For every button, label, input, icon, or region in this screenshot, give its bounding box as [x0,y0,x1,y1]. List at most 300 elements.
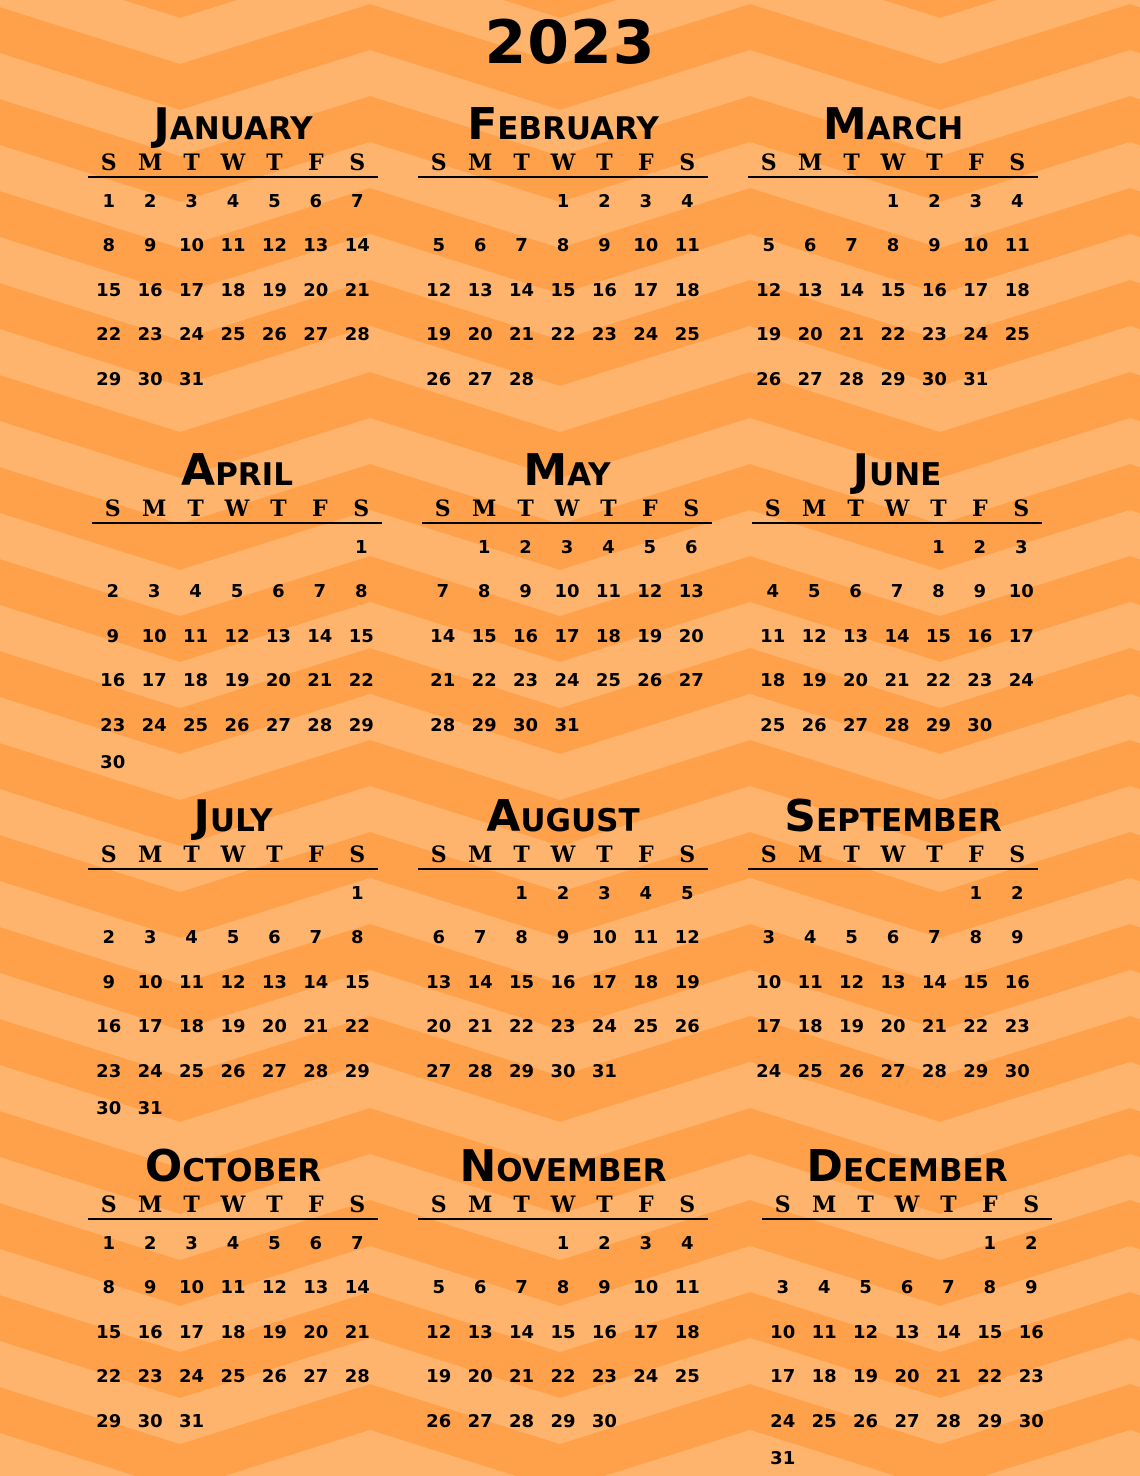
day-cell[interactable]: 23 [1018,1366,1044,1388]
day-cell[interactable]: 6 [849,581,862,603]
day-cell[interactable]: 19 [839,1016,865,1038]
day-cell[interactable]: 8 [886,235,900,257]
day-cell[interactable]: 29 [977,1410,1003,1432]
day-cell[interactable]: 28 [884,714,910,736]
day-cell[interactable]: 20 [467,1366,493,1388]
day-cell[interactable]: 18 [595,625,621,647]
day-cell[interactable]: 11 [633,927,659,949]
day-cell[interactable]: 11 [1004,235,1030,257]
day-cell[interactable]: 31 [179,1410,205,1432]
day-cell[interactable]: 7 [890,581,904,603]
day-cell[interactable]: 26 [839,1060,865,1082]
day-cell[interactable]: 4 [817,1277,831,1299]
day-cell[interactable]: 20 [894,1366,920,1388]
day-cell[interactable]: 7 [942,1277,955,1299]
day-cell[interactable]: 14 [839,279,865,301]
day-cell[interactable]: 1 [969,883,983,904]
day-cell[interactable]: 21 [509,324,535,346]
day-cell[interactable]: 14 [430,625,456,647]
day-cell[interactable]: 2 [143,191,157,212]
day-cell[interactable]: 5 [807,581,821,603]
day-cell[interactable]: 11 [179,971,205,993]
day-cell[interactable]: 9 [1010,927,1024,949]
day-cell[interactable]: 25 [179,1060,205,1082]
day-cell[interactable]: 15 [977,1321,1003,1343]
day-cell[interactable]: 25 [633,1016,659,1038]
day-cell[interactable]: 27 [261,1060,287,1082]
day-cell[interactable]: 10 [963,235,989,257]
day-cell[interactable]: 14 [509,1321,535,1343]
day-cell[interactable]: 27 [880,1060,906,1082]
day-cell[interactable]: 2 [1010,883,1024,904]
day-cell[interactable]: 30 [921,368,947,390]
day-cell[interactable]: 20 [880,1016,906,1038]
day-cell[interactable]: 6 [473,235,487,257]
day-cell[interactable]: 21 [307,670,333,692]
day-cell[interactable]: 11 [674,235,700,257]
day-cell[interactable]: 2 [1024,1233,1038,1254]
day-cell[interactable]: 5 [845,927,858,949]
day-cell[interactable]: 3 [185,191,198,212]
day-cell[interactable]: 8 [515,927,528,949]
day-cell[interactable]: 4 [803,927,817,949]
day-cell[interactable]: 2 [556,883,570,904]
day-cell[interactable]: 7 [515,1277,528,1299]
day-cell[interactable]: 10 [137,971,163,993]
day-cell[interactable]: 14 [935,1321,961,1343]
day-cell[interactable]: 1 [932,537,945,558]
day-cell[interactable]: 12 [853,1321,879,1343]
day-cell[interactable]: 6 [432,927,445,949]
day-cell[interactable]: 16 [591,1321,617,1343]
day-cell[interactable]: 24 [633,1366,659,1388]
day-cell[interactable]: 13 [880,971,906,993]
day-cell[interactable]: 16 [513,625,539,647]
day-cell[interactable]: 27 [303,324,329,346]
day-cell[interactable]: 21 [430,670,456,692]
day-cell[interactable]: 16 [137,279,163,301]
day-cell[interactable]: 28 [303,1060,329,1082]
day-cell[interactable]: 23 [137,1366,163,1388]
day-cell[interactable]: 19 [801,670,827,692]
day-cell[interactable]: 6 [473,1277,487,1299]
day-cell[interactable]: 3 [639,191,653,212]
day-cell[interactable]: 23 [921,324,947,346]
day-cell[interactable]: 9 [928,235,941,257]
day-cell[interactable]: 16 [1018,1321,1044,1343]
day-cell[interactable]: 27 [678,670,704,692]
day-cell[interactable]: 21 [303,1016,329,1038]
day-cell[interactable]: 8 [983,1277,997,1299]
day-cell[interactable]: 29 [344,1060,370,1082]
day-cell[interactable]: 1 [477,537,491,558]
day-cell[interactable]: 2 [106,581,119,603]
day-cell[interactable]: 28 [839,368,865,390]
day-cell[interactable]: 17 [179,1321,205,1343]
day-cell[interactable]: 27 [797,368,823,390]
day-cell[interactable]: 27 [843,714,869,736]
day-cell[interactable]: 9 [556,927,570,949]
day-cell[interactable]: 22 [471,670,497,692]
day-cell[interactable]: 30 [1018,1410,1044,1432]
day-cell[interactable]: 17 [591,971,617,993]
day-cell[interactable]: 16 [137,1321,163,1343]
day-cell[interactable]: 14 [884,625,910,647]
day-cell[interactable]: 27 [303,1366,329,1388]
day-cell[interactable]: 10 [633,1277,659,1299]
day-cell[interactable]: 28 [344,324,370,346]
day-cell[interactable]: 20 [678,625,704,647]
day-cell[interactable]: 2 [928,191,941,212]
day-cell[interactable]: 3 [185,1233,198,1254]
day-cell[interactable]: 12 [426,279,452,301]
day-cell[interactable]: 19 [220,1016,246,1038]
day-cell[interactable]: 19 [853,1366,879,1388]
day-cell[interactable]: 21 [467,1016,493,1038]
day-cell[interactable]: 28 [921,1060,947,1082]
day-cell[interactable]: 18 [797,1016,823,1038]
day-cell[interactable]: 17 [770,1366,796,1388]
day-cell[interactable]: 25 [674,324,700,346]
day-cell[interactable]: 18 [183,670,209,692]
day-cell[interactable]: 4 [226,191,240,212]
day-cell[interactable]: 15 [550,279,576,301]
day-cell[interactable]: 29 [963,1060,989,1082]
day-cell[interactable]: 8 [102,235,115,257]
day-cell[interactable]: 25 [220,324,246,346]
day-cell[interactable]: 20 [797,324,823,346]
day-cell[interactable]: 19 [637,625,663,647]
day-cell[interactable]: 1 [556,191,570,212]
day-cell[interactable]: 16 [96,1016,122,1038]
day-cell[interactable]: 9 [102,971,115,993]
day-cell[interactable]: 2 [102,927,115,949]
day-cell[interactable]: 27 [467,368,493,390]
day-cell[interactable]: 26 [426,368,452,390]
day-cell[interactable]: 30 [1004,1060,1030,1082]
day-cell[interactable]: 25 [811,1410,837,1432]
day-cell[interactable]: 25 [1004,324,1030,346]
day-cell[interactable]: 26 [220,1060,246,1082]
day-cell[interactable]: 13 [303,1277,329,1299]
day-cell[interactable]: 9 [973,581,987,603]
day-cell[interactable]: 29 [550,1410,576,1432]
day-cell[interactable]: 10 [1008,581,1034,603]
day-cell[interactable]: 21 [344,1321,370,1343]
day-cell[interactable]: 17 [141,670,167,692]
day-cell[interactable]: 3 [762,927,775,949]
day-cell[interactable]: 18 [760,670,786,692]
day-cell[interactable]: 14 [303,971,329,993]
day-cell[interactable]: 2 [143,1233,157,1254]
day-cell[interactable]: 19 [426,1366,452,1388]
day-cell[interactable]: 7 [313,581,327,603]
day-cell[interactable]: 14 [467,971,493,993]
day-cell[interactable]: 15 [509,971,535,993]
day-cell[interactable]: 20 [261,1016,287,1038]
day-cell[interactable]: 14 [344,235,370,257]
day-cell[interactable]: 26 [224,714,250,736]
day-cell[interactable]: 11 [797,971,823,993]
day-cell[interactable]: 24 [141,714,167,736]
day-cell[interactable]: 13 [303,235,329,257]
day-cell[interactable]: 4 [639,883,653,904]
day-cell[interactable]: 22 [977,1366,1003,1388]
day-cell[interactable]: 17 [633,279,659,301]
day-cell[interactable]: 24 [633,324,659,346]
day-cell[interactable]: 29 [471,714,497,736]
day-cell[interactable]: 8 [556,1277,570,1299]
day-cell[interactable]: 26 [801,714,827,736]
day-cell[interactable]: 9 [143,1277,157,1299]
day-cell[interactable]: 15 [471,625,497,647]
day-cell[interactable]: 11 [811,1321,837,1343]
day-cell[interactable]: 26 [261,324,287,346]
day-cell[interactable]: 11 [595,581,621,603]
day-cell[interactable]: 10 [554,581,580,603]
day-cell[interactable]: 7 [845,235,858,257]
day-cell[interactable]: 3 [560,537,574,558]
day-cell[interactable]: 10 [591,927,617,949]
day-cell[interactable]: 28 [467,1060,493,1082]
day-cell[interactable]: 25 [760,714,786,736]
day-cell[interactable]: 23 [1004,1016,1030,1038]
day-cell[interactable]: 5 [762,235,775,257]
day-cell[interactable]: 3 [1014,537,1028,558]
day-cell[interactable]: 4 [602,537,615,558]
day-cell[interactable]: 5 [268,1233,281,1254]
day-cell[interactable]: 18 [633,971,659,993]
day-cell[interactable]: 4 [766,581,779,603]
day-cell[interactable]: 31 [554,714,580,736]
day-cell[interactable]: 22 [348,670,374,692]
day-cell[interactable]: 21 [509,1366,535,1388]
day-cell[interactable]: 27 [467,1410,493,1432]
day-cell[interactable]: 13 [797,279,823,301]
day-cell[interactable]: 28 [307,714,333,736]
day-cell[interactable]: 3 [598,883,611,904]
day-cell[interactable]: 22 [96,324,122,346]
day-cell[interactable]: 3 [639,1233,653,1254]
day-cell[interactable]: 29 [96,1410,122,1432]
day-cell[interactable]: 6 [803,235,817,257]
day-cell[interactable]: 26 [756,368,782,390]
day-cell[interactable]: 28 [430,714,456,736]
day-cell[interactable]: 10 [756,971,782,993]
day-cell[interactable]: 17 [179,279,205,301]
day-cell[interactable]: 19 [224,670,250,692]
day-cell[interactable]: 3 [143,927,157,949]
day-cell[interactable]: 19 [261,279,287,301]
day-cell[interactable]: 7 [928,927,941,949]
day-cell[interactable]: 24 [179,324,205,346]
day-cell[interactable]: 12 [674,927,700,949]
day-cell[interactable]: 21 [344,279,370,301]
day-cell[interactable]: 30 [137,1410,163,1432]
day-cell[interactable]: 15 [96,1321,122,1343]
day-cell[interactable]: 2 [973,537,987,558]
day-cell[interactable]: 29 [925,714,951,736]
day-cell[interactable]: 15 [344,971,370,993]
day-cell[interactable]: 21 [884,670,910,692]
day-cell[interactable]: 20 [265,670,291,692]
day-cell[interactable]: 4 [185,927,198,949]
day-cell[interactable]: 13 [894,1321,920,1343]
day-cell[interactable]: 11 [220,1277,246,1299]
day-cell[interactable]: 22 [880,324,906,346]
day-cell[interactable]: 1 [102,1233,115,1254]
day-cell[interactable]: 2 [519,537,532,558]
day-cell[interactable]: 21 [935,1366,961,1388]
day-cell[interactable]: 19 [674,971,700,993]
day-cell[interactable]: 8 [477,581,491,603]
day-cell[interactable]: 30 [100,751,126,773]
day-cell[interactable]: 25 [797,1060,823,1082]
day-cell[interactable]: 24 [770,1410,796,1432]
day-cell[interactable]: 23 [96,1060,122,1082]
day-cell[interactable]: 31 [591,1060,617,1082]
day-cell[interactable]: 25 [674,1366,700,1388]
day-cell[interactable]: 8 [969,927,983,949]
day-cell[interactable]: 13 [265,625,291,647]
day-cell[interactable]: 11 [760,625,786,647]
day-cell[interactable]: 25 [595,670,621,692]
day-cell[interactable]: 13 [678,581,704,603]
day-cell[interactable]: 12 [261,235,287,257]
day-cell[interactable]: 23 [591,324,617,346]
day-cell[interactable]: 6 [309,191,323,212]
day-cell[interactable]: 23 [550,1016,576,1038]
day-cell[interactable]: 3 [776,1277,789,1299]
day-cell[interactable]: 14 [921,971,947,993]
day-cell[interactable]: 12 [426,1321,452,1343]
day-cell[interactable]: 24 [591,1016,617,1038]
day-cell[interactable]: 22 [96,1366,122,1388]
day-cell[interactable]: 10 [141,625,167,647]
day-cell[interactable]: 22 [550,324,576,346]
day-cell[interactable]: 7 [350,191,364,212]
day-cell[interactable]: 15 [550,1321,576,1343]
day-cell[interactable]: 19 [261,1321,287,1343]
day-cell[interactable]: 7 [515,235,528,257]
day-cell[interactable]: 28 [509,368,535,390]
day-cell[interactable]: 5 [268,191,281,212]
day-cell[interactable]: 14 [344,1277,370,1299]
day-cell[interactable]: 16 [1004,971,1030,993]
day-cell[interactable]: 4 [680,1233,694,1254]
day-cell[interactable]: 7 [309,927,323,949]
day-cell[interactable]: 29 [96,368,122,390]
day-cell[interactable]: 15 [96,279,122,301]
day-cell[interactable]: 16 [591,279,617,301]
day-cell[interactable]: 9 [598,1277,611,1299]
day-cell[interactable]: 13 [843,625,869,647]
day-cell[interactable]: 20 [426,1016,452,1038]
day-cell[interactable]: 1 [983,1233,997,1254]
day-cell[interactable]: 12 [756,279,782,301]
day-cell[interactable]: 9 [143,235,157,257]
day-cell[interactable]: 29 [348,714,374,736]
day-cell[interactable]: 2 [598,1233,611,1254]
day-cell[interactable]: 15 [880,279,906,301]
day-cell[interactable]: 5 [432,1277,445,1299]
day-cell[interactable]: 19 [756,324,782,346]
day-cell[interactable]: 22 [963,1016,989,1038]
day-cell[interactable]: 20 [843,670,869,692]
day-cell[interactable]: 17 [963,279,989,301]
day-cell[interactable]: 28 [344,1366,370,1388]
day-cell[interactable]: 16 [100,670,126,692]
day-cell[interactable]: 30 [967,714,993,736]
day-cell[interactable]: 8 [556,235,570,257]
day-cell[interactable]: 20 [467,324,493,346]
day-cell[interactable]: 25 [220,1366,246,1388]
day-cell[interactable]: 8 [354,581,368,603]
day-cell[interactable]: 31 [770,1447,796,1469]
day-cell[interactable]: 23 [100,714,126,736]
day-cell[interactable]: 21 [839,324,865,346]
day-cell[interactable]: 18 [220,1321,246,1343]
day-cell[interactable]: 30 [513,714,539,736]
day-cell[interactable]: 25 [183,714,209,736]
day-cell[interactable]: 5 [432,235,445,257]
day-cell[interactable]: 28 [509,1410,535,1432]
day-cell[interactable]: 9 [598,235,611,257]
day-cell[interactable]: 1 [515,883,528,904]
day-cell[interactable]: 13 [261,971,287,993]
day-cell[interactable]: 12 [261,1277,287,1299]
day-cell[interactable]: 2 [598,191,611,212]
day-cell[interactable]: 29 [509,1060,535,1082]
day-cell[interactable]: 14 [509,279,535,301]
day-cell[interactable]: 12 [839,971,865,993]
day-cell[interactable]: 24 [1008,670,1034,692]
day-cell[interactable]: 6 [900,1277,914,1299]
day-cell[interactable]: 19 [426,324,452,346]
day-cell[interactable]: 10 [179,235,205,257]
day-cell[interactable]: 30 [591,1410,617,1432]
day-cell[interactable]: 22 [344,1016,370,1038]
day-cell[interactable]: 5 [680,883,694,904]
day-cell[interactable]: 21 [921,1016,947,1038]
day-cell[interactable]: 17 [633,1321,659,1343]
day-cell[interactable]: 5 [226,927,240,949]
day-cell[interactable]: 17 [756,1016,782,1038]
day-cell[interactable]: 6 [272,581,285,603]
day-cell[interactable]: 17 [137,1016,163,1038]
day-cell[interactable]: 7 [436,581,449,603]
day-cell[interactable]: 15 [348,625,374,647]
day-cell[interactable]: 11 [220,235,246,257]
day-cell[interactable]: 22 [550,1366,576,1388]
day-cell[interactable]: 17 [554,625,580,647]
day-cell[interactable]: 4 [189,581,202,603]
day-cell[interactable]: 6 [268,927,281,949]
day-cell[interactable]: 18 [674,279,700,301]
day-cell[interactable]: 16 [550,971,576,993]
day-cell[interactable]: 1 [102,191,115,212]
day-cell[interactable]: 12 [220,971,246,993]
day-cell[interactable]: 29 [880,368,906,390]
day-cell[interactable]: 24 [554,670,580,692]
day-cell[interactable]: 8 [932,581,945,603]
day-cell[interactable]: 3 [147,581,161,603]
day-cell[interactable]: 26 [637,670,663,692]
day-cell[interactable]: 13 [467,279,493,301]
day-cell[interactable]: 23 [137,324,163,346]
day-cell[interactable]: 16 [921,279,947,301]
day-cell[interactable]: 6 [886,927,900,949]
